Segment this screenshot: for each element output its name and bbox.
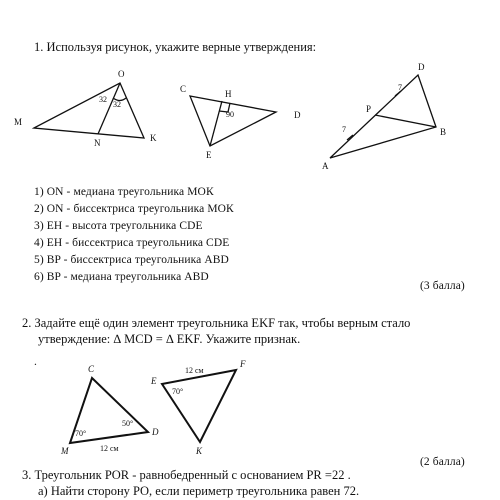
label-m2: M: [61, 446, 69, 456]
q1-title: 1. Используя рисунок, укажите верные утверждения:: [34, 40, 317, 54]
q2-dot: .: [34, 356, 37, 368]
q3-line-1: 3. Треугольник POR - равнобедренный с основанием PR =22 .: [22, 468, 351, 482]
label-d2: D: [418, 62, 425, 72]
label-p: P: [366, 104, 372, 114]
option-3: 3) EH - высота треугольника CDE: [34, 220, 203, 232]
angle-e: 70°: [172, 387, 184, 396]
label-n: N: [94, 138, 101, 148]
angle-m: 70°: [75, 429, 87, 438]
label-d3: D: [152, 427, 159, 437]
label-e: E: [206, 150, 212, 160]
label-h: H: [225, 89, 232, 99]
label-a: A: [322, 161, 329, 171]
right-angle-label: 90: [226, 110, 234, 119]
q1-points: (3 балла): [420, 280, 465, 292]
option-5: 5) BP - биссектриса треугольника ABD: [34, 254, 229, 266]
option-1: 1) ON - медиана треугольника МОК: [34, 186, 214, 198]
q3-line-2: а) Найти сторону PO, если периметр треугольника равен 72.: [38, 484, 360, 498]
label-b: B: [440, 127, 447, 137]
side-md: 12 см: [100, 444, 119, 453]
label-c: C: [180, 84, 187, 94]
side-label-1: 7: [398, 83, 402, 92]
label-c2: C: [88, 364, 95, 374]
angle-label-1: 32: [99, 95, 107, 104]
option-4: 4) EH - биссектриса треугольника CDE: [34, 237, 230, 249]
angle-d: 50°: [122, 419, 134, 428]
q2-points: (2 балла): [420, 456, 465, 468]
label-o: O: [118, 69, 125, 79]
side-label-2: 7: [342, 125, 346, 134]
option-2: 2) ON - биссектриса треугольника МОК: [34, 203, 234, 215]
q2-line-2: утверждение: ∆ MCD = ∆ EKF. Укажите признак.: [38, 332, 301, 346]
label-f: F: [240, 359, 246, 369]
option-6: 6) BP - медиана треугольника ABD: [34, 271, 209, 283]
label-k: K: [150, 133, 157, 143]
side-ef: 12 см: [185, 366, 204, 375]
label-k2: K: [196, 446, 203, 456]
label-m: M: [14, 117, 23, 127]
label-e2: E: [151, 376, 157, 386]
q2-line-1: 2. Задайте ещё один элемент треугольника EKF так, чтобы верным стало: [22, 316, 411, 330]
angle-label-2: 32: [113, 100, 121, 109]
label-d: D: [294, 110, 301, 120]
